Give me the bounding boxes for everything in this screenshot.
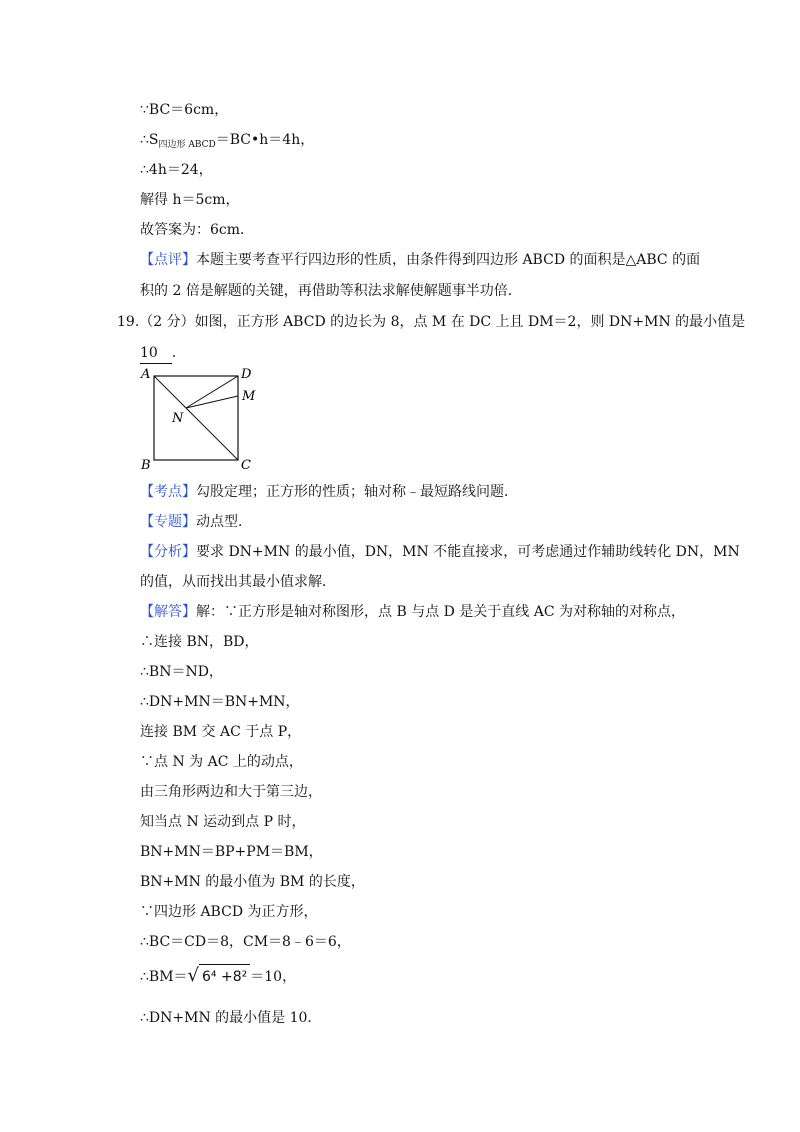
kaodian-tag: 【考点】 [140, 484, 196, 500]
radicand: 6⁴ +8² [199, 964, 250, 987]
step-line: ∴BN＝ND， [140, 664, 223, 680]
fenxi-line [140, 542, 740, 562]
kaodian-line [140, 482, 518, 502]
area-subscript: 四边形 ABCD [158, 140, 216, 150]
answer-period: ． [171, 345, 186, 361]
step-line: 连接 BM 交 AC 于点 P， [140, 724, 302, 740]
segment-nm [186, 396, 238, 408]
step-line: 由三角形两边和大于第三边， [140, 784, 322, 800]
bm-line [140, 964, 296, 987]
text-line: ∴4h＝24， [140, 162, 213, 178]
step-line: ∴连接 BN，BD， [140, 634, 259, 650]
jieda-text: 解：∵正方形是轴对称图形，点 B 与点 D 是关于直线 AC 为对称轴的对称点， [196, 604, 686, 620]
zhuanti-tag: 【专题】 [140, 514, 196, 530]
sqrt-expression [188, 964, 251, 987]
fenxi-line-2: 的值，从而找出其最小值求解． [140, 574, 336, 590]
jieda-tag: 【解答】 [140, 604, 196, 620]
comment-line-2: 积的 2 倍是解题的关键，再借助等积法求解使解题事半功倍． [140, 283, 522, 299]
label-a: A [141, 367, 151, 382]
step-line: ∵点 N 为 AC 上的动点， [140, 754, 303, 770]
step-line: ∵四边形 ABCD 为正方形， [140, 904, 318, 920]
label-m: M [242, 389, 256, 404]
label-n: N [172, 411, 184, 426]
text-line: 解得 h＝5cm， [140, 192, 240, 208]
label-c: C [241, 458, 251, 472]
segment-nd [186, 376, 238, 408]
comment-text: 本题主要考查平行四边形的性质，由条件得到四边形 ABCD 的面积是△ABC 的面 [196, 252, 701, 268]
bm-prefix: ∴BM＝ [140, 969, 188, 985]
step-line: BN+MN 的最小值为 BM 的长度， [140, 874, 365, 890]
final-line: ∴DN+MN 的最小值是 10． [140, 1010, 322, 1026]
label-d: D [241, 367, 252, 382]
comment-tag: 【点评】 [140, 252, 196, 268]
square-figure [138, 366, 268, 472]
answer-blank: 10 [140, 343, 172, 364]
label-b: B [141, 458, 151, 472]
area-symbol: ∴S [140, 132, 159, 148]
question-number: 19. [117, 314, 140, 330]
question-text: （2 分）如图，正方形 ABCD 的边长为 8，点 M 在 DC 上且 DM＝2，则 DN+MN 的最小值是 [139, 314, 746, 330]
area-rest: ＝BC•h＝4h， [215, 132, 315, 148]
fenxi-text: 要求 DN+MN 的最小值，DN，MN 不能直接求，可考虑通过作辅助线转化 DN，MN [196, 544, 740, 560]
question-line [117, 312, 745, 332]
answer-line [140, 343, 186, 364]
text-line: 故答案为：6cm． [140, 222, 255, 238]
jieda-line [140, 602, 685, 622]
step-line: 知当点 N 运动到点 P 时， [140, 814, 306, 830]
radical-sign: √ [187, 965, 200, 986]
step-line: ∴BC＝CD＝8，CM＝8﹣6＝6， [140, 934, 351, 950]
fenxi-tag: 【分析】 [140, 544, 196, 560]
area-line [140, 130, 314, 155]
comment-line [140, 250, 700, 270]
diagonal-ac [154, 376, 238, 460]
step-line: ∴DN+MN＝BN+MN， [140, 694, 300, 710]
zhuanti-line [140, 512, 252, 532]
bm-suffix: ＝10， [250, 969, 297, 985]
step-line: BN+MN＝BP+PM＝BM， [140, 844, 323, 860]
text-line: ∵BC＝6cm， [140, 102, 229, 118]
kaodian-text: 勾股定理；正方形的性质；轴对称﹣最短路线问题． [196, 484, 518, 500]
zhuanti-text: 动点型． [196, 514, 252, 530]
